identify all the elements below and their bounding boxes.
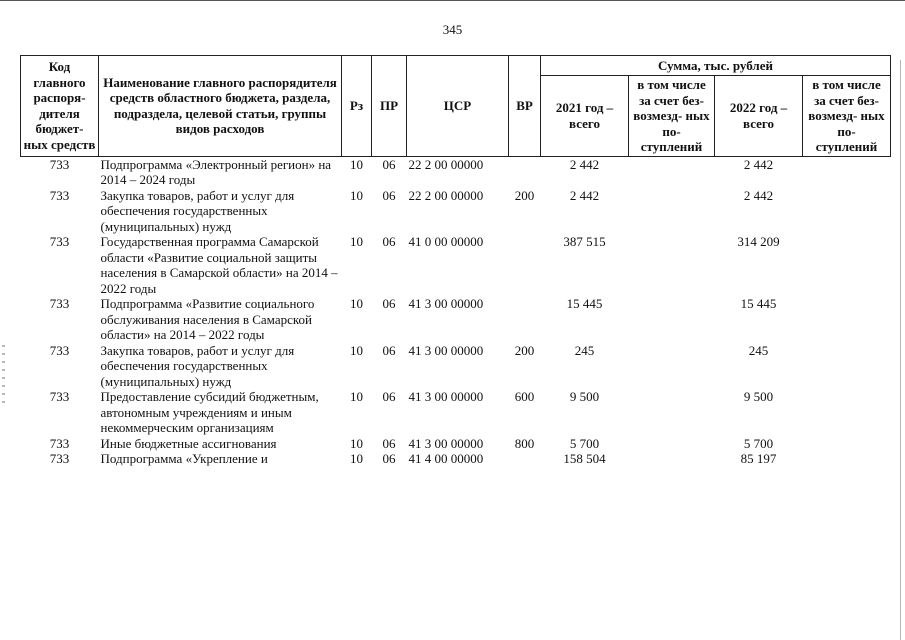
cell-pr: 06 (382, 435, 396, 451)
cell-kod: 733 (49, 451, 70, 466)
cell-rz: 10 (350, 234, 363, 249)
page-number: 345 (442, 22, 463, 37)
cell-pr: 06 (382, 156, 396, 172)
cell-rz: 10 (350, 451, 363, 466)
cell-free-2021 (629, 436, 715, 452)
scan-edge-marks (2, 345, 5, 405)
table-row (21, 436, 891, 452)
cell-free-2022 (803, 436, 891, 452)
cell-pr: 06 (382, 296, 396, 311)
table-row (21, 188, 891, 235)
cell-sum-2022: 5 700 (743, 435, 774, 451)
cell-free-2021 (629, 234, 715, 296)
cell-name: Подпрограмма «Укрепление и (100, 451, 268, 466)
cell-sum-2022: 15 445 (740, 296, 777, 311)
header-2021-total: 2021 год – всего (541, 76, 629, 157)
cell-vr: 200 (514, 342, 535, 358)
cell-sum-2022: 2 442 (743, 156, 774, 172)
cell-sum-2021: 9 500 (569, 389, 600, 404)
cell-free-2021 (629, 389, 715, 436)
cell-csr: 41 3 00 00000 (408, 296, 484, 311)
cell-kod: 733 (49, 435, 70, 451)
cell-pr: 06 (382, 451, 396, 466)
cell-free-2022 (803, 234, 891, 296)
cell-csr: 41 3 00 00000 (408, 389, 484, 404)
budget-table (20, 55, 891, 467)
table-row (21, 343, 891, 390)
table-row (21, 389, 891, 436)
table-row (21, 156, 891, 188)
header-csr: ЦСР (407, 56, 509, 157)
cell-sum-2022: 2 442 (743, 187, 774, 203)
cell-sum-2021: 245 (574, 342, 595, 358)
cell-vr: 600 (514, 389, 535, 404)
cell-sum-2021: 5 700 (569, 435, 600, 451)
cell-free-2022 (803, 343, 891, 390)
cell-rz: 10 (350, 187, 363, 203)
cell-kod: 733 (49, 342, 70, 358)
cell-name: Подпрограмма «Развитие социального обслуживания населения в Самарской области» на 2014 – 2022 годы (100, 296, 315, 342)
cell-csr: 41 3 00 00000 (408, 435, 484, 451)
header-name: Наименование главного распорядителя средств областного бюджета, раздела, подраздела, целевой статьи, группы видов расходов (99, 56, 342, 157)
cell-name: Подпрограмма «Электронный регион» на 2014 – 2024 годы (100, 156, 332, 187)
cell-free-2021 (629, 188, 715, 235)
cell-free-2022 (803, 188, 891, 235)
cell-free-2022 (803, 451, 891, 467)
cell-sum-2021: 2 442 (569, 187, 600, 203)
cell-sum-2022: 9 500 (743, 389, 774, 404)
cell-free-2021 (629, 451, 715, 467)
cell-kod: 733 (49, 296, 70, 311)
scan-right-edge (900, 60, 901, 640)
cell-name: Предоставление субсидий бюджетным, автономным учреждениям и иным некоммерческим организациям (100, 389, 319, 435)
cell-kod: 733 (49, 156, 70, 172)
cell-pr: 06 (382, 342, 396, 358)
header-2022-total: 2022 год – всего (715, 76, 803, 157)
cell-csr: 22 2 00 00000 (408, 156, 484, 172)
cell-rz: 10 (350, 389, 363, 404)
table-body (21, 156, 891, 467)
cell-pr: 06 (382, 234, 396, 249)
cell-csr: 41 4 00 00000 (408, 451, 484, 466)
cell-free-2021 (629, 156, 715, 188)
cell-name: Закупка товаров, работ и услуг для обеспечения государственных (муниципальных) нужд (100, 342, 295, 389)
table-row (21, 296, 891, 343)
cell-vr (509, 451, 541, 467)
cell-vr (509, 156, 541, 188)
cell-kod: 733 (49, 234, 70, 249)
cell-pr: 06 (382, 389, 396, 404)
cell-kod: 733 (49, 389, 70, 404)
header-2022-free: в том числе за счет без- возмезд- ных по- ступлений (803, 76, 891, 157)
cell-name: Государственная программа Самарской области «Развитие социальной защиты населения в Самарской области» на 2014 – 2022 годы (100, 234, 338, 296)
table-row (21, 451, 891, 467)
cell-sum-2021: 387 515 (563, 234, 606, 249)
header-2021-free: в том числе за счет без- возмезд- ных по- ступлений (629, 76, 715, 157)
cell-vr (509, 296, 541, 343)
table-header (21, 56, 891, 157)
cell-sum-2022: 85 197 (740, 451, 777, 466)
cell-name: Закупка товаров, работ и услуг для обеспечения государственных (муниципальных) нужд (100, 187, 295, 234)
cell-sum-2021: 2 442 (569, 156, 600, 172)
cell-sum-2021: 15 445 (566, 296, 603, 311)
page-top-rule (0, 0, 905, 1)
cell-name: Иные бюджетные ассигнования (100, 435, 277, 451)
cell-rz: 10 (350, 296, 363, 311)
header-sum-group: Сумма, тыс. рублей (541, 56, 891, 76)
cell-pr: 06 (382, 187, 396, 203)
cell-rz: 10 (350, 435, 363, 451)
header-vr: ВР (509, 56, 541, 157)
cell-free-2021 (629, 343, 715, 390)
cell-csr: 22 2 00 00000 (408, 187, 484, 203)
cell-free-2022 (803, 389, 891, 436)
cell-free-2022 (803, 156, 891, 188)
cell-free-2021 (629, 296, 715, 343)
header-pr: ПР (372, 56, 407, 157)
cell-free-2022 (803, 296, 891, 343)
cell-sum-2021: 158 504 (563, 451, 606, 466)
cell-csr: 41 0 00 00000 (408, 234, 484, 249)
cell-vr (509, 234, 541, 296)
cell-csr: 41 3 00 00000 (408, 342, 484, 358)
cell-vr: 800 (514, 435, 535, 451)
header-kod: Код главного распоря- дителя бюджет- ных средств (21, 56, 99, 157)
cell-sum-2022: 245 (748, 342, 769, 358)
table-row (21, 234, 891, 296)
cell-sum-2022: 314 209 (737, 234, 780, 249)
cell-vr: 200 (514, 187, 535, 203)
cell-rz: 10 (350, 156, 363, 172)
cell-rz: 10 (350, 342, 363, 358)
header-rz: Рз (342, 56, 372, 157)
cell-kod: 733 (49, 187, 70, 203)
